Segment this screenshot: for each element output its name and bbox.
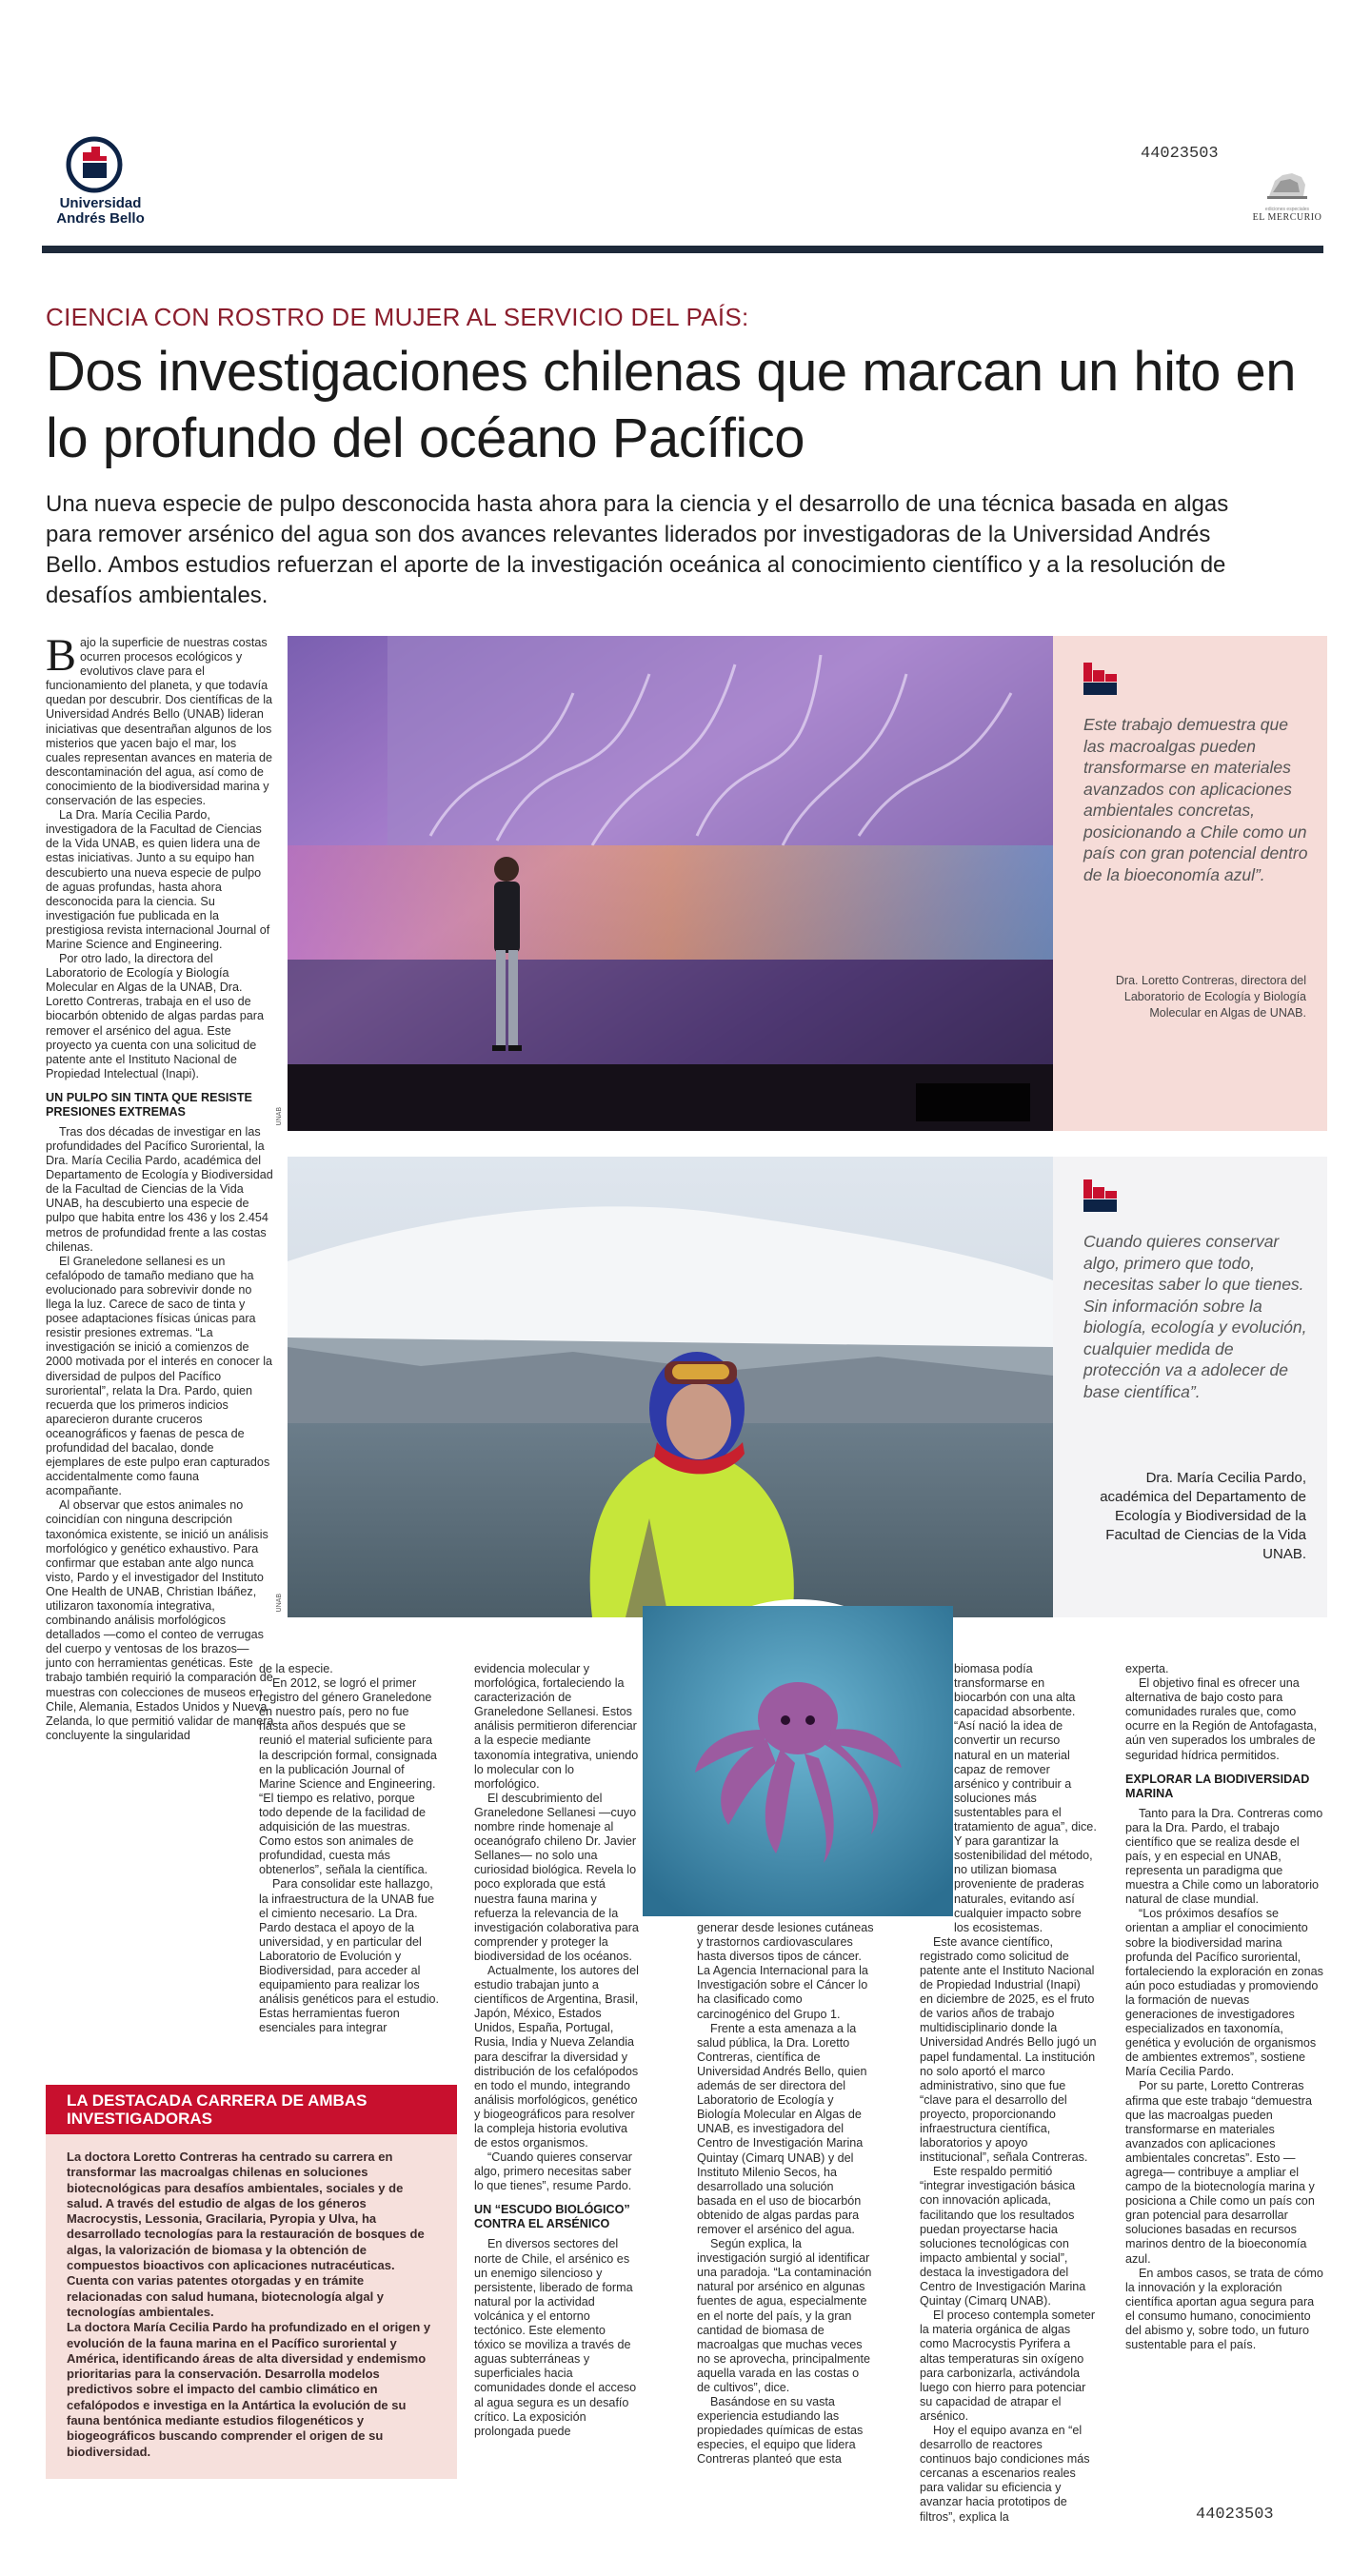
photo-credit: UNAB: [276, 1106, 283, 1125]
paragraph: La doctora María Cecilia Pardo ha profundizado en el origen y evolución de la fauna marina en el Pacífico suroriental y América, identificando áreas de alta diversidad y endemismo prioritarias para la conservación. Desarrolla modelos predictivos sobre el impacto del cambio climático en cefalópodos e investiga en la Antártica la evolución de su fauna bentónica mediante estudios filogenéticos y biogeográficos buscando comprender el origen de su biodiversidad.: [67, 2320, 431, 2459]
section-subhead: UN PULPO SIN TINTA QUE RESISTE PRESIONES EXTREMAS: [46, 1090, 252, 1119]
footer-document-id: 44023503: [1196, 2506, 1274, 2524]
header-divider: [42, 246, 1323, 253]
quote-box-contreras: [1053, 636, 1327, 1131]
paragraph: “Cuando quieres conservar algo, primero necesitas saber lo que tienes”, resume Pardo.: [474, 2150, 632, 2193]
paragraph: El proceso contempla someter la materia orgánica de algas como Macrocystis Pyrifera a altas temperaturas sin oxígeno para carbonizarla, activándola luego con hierro para potenciar su capacidad de atrapar el arsénico.: [920, 2308, 1096, 2423]
paragraph: El Graneledone sellanesi es un cefalópodo de tamaño mediano que ha evolucionado para sobrevivir donde no llega la luz. Carece de saco de tinta y posee adaptaciones físicas únicas para resistir presiones extremas. “La investigación se inició a comienzos de 2000 motivada por el interés en conocer la diversidad de pulpos del Pacífico suroriental”, relata la Dra. Pardo, quien recuerda que los primeros indicios aparecieron durante cruceros oceanográficos y faenas de pesca de profundidad del bacalao, donde ejemplares de este pulpo eran capturados accidentalmente como fauna acompañante.: [46, 1254, 273, 1498]
dropcap: B: [46, 630, 77, 681]
paragraph: evidencia molecular y morfológica, fortaleciendo la caracterización de Graneledone Sellanesi. Estos análisis permitieron diferenciar a la especie mediante taxonomía integrativa, uniendo lo molecular con lo morfológico.: [474, 1662, 639, 1791]
paragraph: Tanto para la Dra. Contreras como para la Dra. Pardo, el trabajo científico que se realiza desde el país, y en especial en UNAB, representa un paradigma que muestra a Chile como un laboratorio natural de clase mundial.: [1125, 1806, 1323, 1907]
paragraph: Tras dos décadas de investigar en las profundidades del Pacífico Suroriental, la Dra. María Cecilia Pardo, académica del Departamento de Ecología y Biodiversidad de la Facultad de Ciencias de la Vida UNAB, ha descubierto una especie de pulpo que habita entre los 436 y los 2.454 metros de profundidad frente a las costas chilenas.: [46, 1124, 273, 1254]
photo-octopus: [636, 1599, 960, 1923]
section-subhead: EXPLORAR LA BIODIVERSIDAD MARINA: [1125, 1772, 1310, 1800]
paragraph: Hoy el equipo avanza en “el desarrollo de reactores continuos bajo condiciones más cercanas a escenarios reales para validar su eficiencia y avanzar hacia prototipos de filtros”, explica la: [920, 2423, 1090, 2524]
el-mercurio-logo: [1249, 168, 1325, 228]
paragraph: En ambos casos, se trata de cómo la innovación y la exploración científica aportan agua segura para el consumo humano, conocimiento del abismo y, sobre todo, un futuro sustentable para el país.: [1125, 2266, 1323, 2352]
paragraph: Frente a esta amenaza a la salud pública, la Dra. Loretto Contreras, científica de Universidad Andrés Bello, quien además de ser directora del Laboratorio de Ecología y Biología Molecular en Algas de UNAB, es investigadora del Centro de Investigación Marina Quintay (Cimarq UNAB) y del Instituto Milenio Secos, ha desarrollado una solución basada en el uso de biocarbón obtenido de algas pardas para remover el arsénico del agua.: [697, 2021, 867, 2236]
paragraph: La doctora Loretto Contreras ha centrado su carrera en transformar las macroalgas chilenas en soluciones biotecnológicas para desafíos ambientales, sociales y de salud. A través del estudio de algas de los géneros Macrocystis, Lessonia, Gracilaria, Pyropia y Ulva, ha desarrollado tecnologías para la restauración de bosques de algas, la valorización de biomasa y la obtención de compuestos bioactivos con aplicaciones nutracéuticas. Cuenta con varias patentes otorgadas y en trámite relacionadas con salud humana, biotecnología algal y tecnologías ambientales.: [67, 2150, 425, 2319]
paragraph: Por su parte, Loretto Contreras afirma que este trabajo “demuestra que las macroalgas pueden transformarse en materiales avanzados con aplicaciones ambientales concretas”. Esto —agrega— contribuye a ampliar el campo de la biotecnología marina y posiciona a Chile como un país con gran potencial para desarrollar soluciones basadas en recursos marinos dentro de la bioeconomía azul.: [1125, 2079, 1315, 2266]
paragraph: El descubrimiento del Graneledone Sellanesi —cuyo nombre rinde homenaje al oceanógrafo chileno Dr. Javier Sellanes— no solo una curiosidad biológica. Revela lo poco explorada que está nuestra fauna marina y refuerza la relevancia de la investigación colaborativa para comprender y proteger la biodiversidad de los océanos.: [474, 1791, 639, 1963]
article-lead: Una nueva especie de pulpo desconocida hasta ahora para la ciencia y el desarrollo de una técnica basada en algas para remover arsénico del agua son dos avances relevantes liderados por investigadoras de la Universidad Andrés Bello. Ambos estudios refuerzan el aporte de la investigación oceánica al conocimiento científico y a la resolución de desafíos ambientales.: [46, 491, 1229, 608]
mercurio-name: EL MERCURIO: [1252, 212, 1322, 223]
photo-contreras-stage: [276, 636, 1053, 1131]
article-column-4: [697, 1921, 874, 2467]
article-column-5: [920, 1662, 1097, 2525]
paragraph: Este avance científico, registrado como solicitud de patente ante el Instituto Nacional de Propiedad Industrial (Inapi) en diciembre de 2025, es el fruto de varios años de trabajo multidisciplinario donde la Universidad Andrés Bello jugó un papel fundamental. La institución no solo aportó el marco administrativo, sino que fue “clave para el desarrollo del proyecto, proporcionando infraestructura científica, laboratorios y apoyo institucional”, señala Contreras.: [920, 1934, 1097, 2165]
paragraph: Para consolidar este hallazgo, la infraestructura de la UNAB fue el cimiento necesario. La Dra. Pardo destaca el apoyo de la universidad, y en particular del Laboratorio de Evolución y Biodiversidad, para acceder al equipamiento para realizar los análisis genéticos para el estudio. Estas herramientas fueron esenciales para integrar: [259, 1877, 440, 2035]
quote-attribution: Dra. Loretto Contreras, directora del Laboratorio de Ecología y Biología Molecular en Algas de UNAB.: [1115, 974, 1306, 1020]
paragraph: Basándose en su vasta experiencia estudiando las propiedades químicas de estas especies, el equipo que lidera Contreras planteó que esta: [697, 2395, 864, 2467]
paragraph: En diversos sectores del norte de Chile, el arsénico es un enemigo silencioso y persistente, liberado de forma natural por la actividad volcánica y el entorno tectónico. Este elemento tóxico se moviliza a través de aguas subterráneas y superficiales hacia comunidades donde el acceso al agua segura es un desafío crítico. La exposición prolongada puede: [474, 2237, 637, 2438]
quote-text: Este trabajo demuestra que las macroalgas pueden transformarse en materiales avanzados con aplicaciones ambientales concretas, posicionando a Chile como un país con gran potencial dentro de la bioeconomía azul”.: [1083, 715, 1308, 884]
paragraph: Este respaldo permitió “integrar investigación básica con innovación aplicada, facilitando que los resultados puedan proyectarse hacia soluciones tecnológicas con impacto ambiental y social”, destaca la investigadora del Centro de Investigación Marina Quintay (Cimarq UNAB).: [920, 2165, 1086, 2308]
paragraph: La Dra. María Cecilia Pardo, investigadora de la Facultad de Ciencias de la Vida UNAB, es quien lidera una de estas iniciativas. Junto a su equipo han descubierto una nueva especie de pulpo de aguas profundas, hasta ahora desconocida para la ciencia. Su investigación fue publicada en la prestigiosa revista internacional Journal of Marine Science and Engineering.: [46, 808, 270, 951]
article-column-6: [1125, 1662, 1323, 2352]
article-kicker: CIENCIA CON ROSTRO DE MUJER AL SERVICIO DEL PAÍS:: [46, 303, 749, 331]
paragraph: biomasa podía transformarse en biocarbón con una alta capacidad absorbente. “Así nació la idea de convertir un recurso natural en un material capaz de remover arsénico y contribuir a soluciones más sustentables para el tratamiento de agua”, dice. Y para garantizar la sostenibilidad del método, no utilizan biomasa proveniente de praderas naturales, evitando así cualquier impacto sobre los ecosistemas.: [954, 1662, 1097, 1934]
quote-text: Cuando quieres conservar algo, primero que todo, necesitas saber lo que tienes. Sin información sobre la biología, ecología y evolución, cualquier medida de protección va a adolecer de base científica”.: [1083, 1232, 1307, 1401]
paragraph: El objetivo final es ofrecer una alternativa de bajo costo para comunidades rurales que, como ocurre en la Región de Antofagasta, aún ven superados los umbrales de seguridad hídrica permitidos.: [1125, 1676, 1317, 1762]
paragraph: generar desde lesiones cutáneas y trastornos cardiovasculares hasta diversos tipos de cáncer. La Agencia Internacional para la Investigación sobre el Cáncer lo ha clasificado como carcinogénico del Grupo 1.: [697, 1921, 874, 2021]
quote-box-pardo: [1053, 1157, 1327, 1617]
unab-logo-icon: [67, 135, 122, 194]
article-column-2: [259, 1662, 440, 2035]
paragraph: Por otro lado, la directora del Laboratorio de Ecología y Biología Molecular en Algas de la UNAB, Dra. Loretto Contreras, trabaja en el uso de biocarbón obtenido de algas pardas para remover el arsénico del agua. Este proyecto ya cuenta con una solicitud de patente ante el Instituto Nacional de Propiedad Intelectual (Inapi).: [46, 952, 264, 1080]
paragraph: Al observar que estos animales no coincidían con ninguna descripción taxonómica existente, se inició un análisis morfológico y genético exhaustivo. Para confirmar que estaban ante algo nunca visto, Pardo y el investigador del Instituto One Health de UNAB, Christian Ibáñez, utilizaron taxonomía integrativa, combinando análisis morfológicos detallados —como el conteo de verrugas del cuerpo y ventosas de los brazos— junto con herramientas genéticas. Este trabajo también requirió la comparación de muestras con colecciones de museos en Chile, Alemania, Estados Unidos y Nueva Zelanda, lo que permitió validar de manera concluyente la singularidad: [46, 1498, 274, 1742]
paragraph: En 2012, se logró el primer registro del género Graneledone en nuestro país, pero no fue hasta años después que se reunió el material suficiente para la descripción formal, consignada en la publicación Journal of Marine Science and Engineering. “El tiempo es relativo, porque todo depende de la facilidad de adquisición de las muestras. Como estos son animales de profundidad, cuesta más obtenerlos”, señala la científica.: [259, 1676, 437, 1877]
photo-credit: UNAB: [276, 1593, 283, 1612]
unab-squares-icon: [1083, 1179, 1120, 1214]
sidebar-body: [67, 2150, 438, 2460]
unab-squares-icon: [1083, 663, 1120, 697]
paragraph: Según explica, la investigación surgió al identificar una paradoja. “La contaminación natural por arsénico en algunas fuentes de agua, especialmente en el norte del país, y la gran cantidad de biomasa de macroalgas que muchas veces no se aprovecha, principalmente aquella varada en las costas o de cultivos”, dice.: [697, 2237, 872, 2394]
article-column-1: [46, 630, 274, 1743]
paragraph: “Los próximos desafíos se orientan a ampliar el conocimiento sobre la biodiversidad marina profunda del Pacífico suroriental, fortaleciendo la exploración en zonas aún poco estudiadas y promoviendo la formación de nuevas generaciones de investigadores especializados en taxonomía, genética y evolución de organismos de ambientes extremos”, sostiene María Cecilia Pardo.: [1125, 1907, 1323, 2079]
photo-pardo-antarctica: [276, 1157, 1053, 1617]
section-subhead: UN “ESCUDO BIOLÓGICO” CONTRA EL ARSÉNICO: [474, 2203, 630, 2231]
mercurio-subtitle: ediciones especiales: [1264, 207, 1310, 212]
sidebar-box: [46, 2085, 457, 2479]
el-mercurio-emblem-icon: [1265, 168, 1309, 200]
article-title: Dos investigaciones chilenas que marcan un hito en lo profundo del océano Pacífico: [46, 341, 1297, 469]
university-name: Universidad Andrés Bello: [56, 195, 145, 227]
article-column-3: [474, 1662, 640, 2439]
paragraph: de la especie.: [259, 1662, 333, 1675]
document-id: 44023503: [1141, 145, 1219, 163]
paragraph: experta.: [1125, 1662, 1169, 1675]
paragraph: Actualmente, los autores del estudio trabajan junto a científicos de Argentina, Brasil, Japón, México, Estados Unidos, España, Portugal, Rusia, India y Nueva Zelandia para descifrar la diversidad y distribución de los cefalópodos en todo el mundo, integrando análisis morfológicos, genético y biogeográficos para resolver la compleja historia evolutiva de estos organismos.: [474, 1963, 639, 2150]
quote-attribution: Dra. María Cecilia Pardo, académica del Departamento de Ecología y Biodiversidad de la Facultad de Ciencias de la Vida UNAB.: [1100, 1470, 1306, 1562]
paragraph: ajo la superficie de nuestras costas ocurren procesos ecológicos y evolutivos clave para el funcionamiento del planeta, y que todavía quedan por descubrir. Dos científicas de la Universidad Andrés Bello (UNAB) lideran iniciativas que desentrañan algunos de los misterios que yacen bajo el mar, los cuales representan avances en materia de descontaminación del agua, así como de conocimiento de la biodiversidad marina y conservación de las especies.: [46, 636, 273, 808]
sidebar-heading: LA DESTACADA CARRERA DE AMBAS INVESTIGADORAS: [46, 2085, 457, 2134]
